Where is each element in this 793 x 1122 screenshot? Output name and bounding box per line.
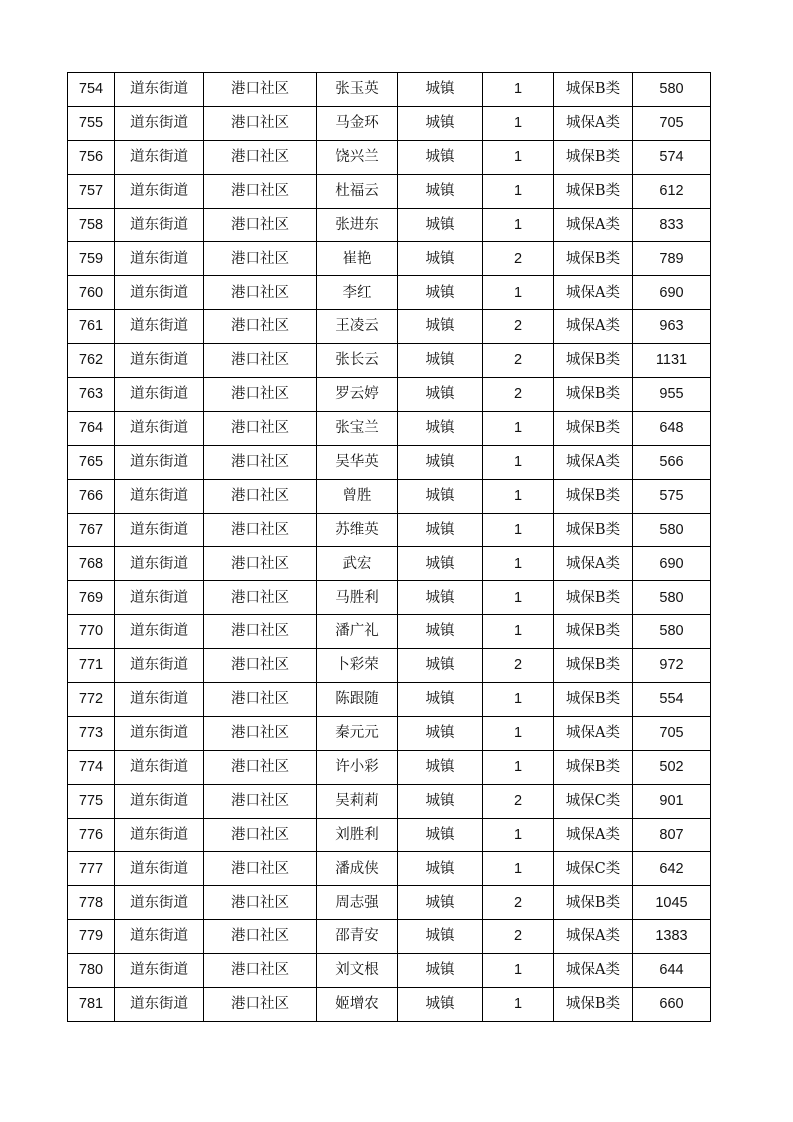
insurance-class-cell: 城保B类 (554, 174, 633, 208)
community-cell: 港口社区 (204, 73, 317, 107)
insurance-class-cell: 城保A类 (554, 818, 633, 852)
household-size-cell: 1 (483, 750, 554, 784)
row-number-cell: 767 (68, 513, 115, 547)
amount-cell: 901 (633, 784, 711, 818)
community-cell: 港口社区 (204, 310, 317, 344)
area-type-cell: 城镇 (398, 140, 483, 174)
area-type-cell: 城镇 (398, 513, 483, 547)
table-row (68, 140, 711, 174)
amount-cell: 690 (633, 547, 711, 581)
row-number-cell: 760 (68, 276, 115, 310)
table-row (68, 479, 711, 513)
household-size-cell: 1 (483, 73, 554, 107)
table-row (68, 378, 711, 412)
household-size-cell: 2 (483, 378, 554, 412)
insurance-class-cell: 城保B类 (554, 344, 633, 378)
name-cell: 张宝兰 (317, 411, 398, 445)
name-cell: 张长云 (317, 344, 398, 378)
name-cell: 周志强 (317, 886, 398, 920)
insurance-class-cell: 城保B类 (554, 242, 633, 276)
table-row (68, 920, 711, 954)
insurance-class-cell: 城保A类 (554, 445, 633, 479)
table-row (68, 886, 711, 920)
community-cell: 港口社区 (204, 411, 317, 445)
insurance-class-cell: 城保B类 (554, 479, 633, 513)
household-size-cell: 1 (483, 716, 554, 750)
household-size-cell: 1 (483, 140, 554, 174)
insurance-class-cell: 城保B类 (554, 140, 633, 174)
table-row (68, 445, 711, 479)
name-cell: 罗云婷 (317, 378, 398, 412)
area-type-cell: 城镇 (398, 886, 483, 920)
name-cell: 苏维英 (317, 513, 398, 547)
name-cell: 姬增农 (317, 988, 398, 1022)
street-cell: 道东街道 (115, 479, 204, 513)
community-cell: 港口社区 (204, 852, 317, 886)
community-cell: 港口社区 (204, 174, 317, 208)
household-size-cell: 2 (483, 242, 554, 276)
name-cell: 秦元元 (317, 716, 398, 750)
community-cell: 港口社区 (204, 479, 317, 513)
area-type-cell: 城镇 (398, 344, 483, 378)
name-cell: 潘广礼 (317, 615, 398, 649)
insurance-class-cell: 城保B类 (554, 73, 633, 107)
street-cell: 道东街道 (115, 920, 204, 954)
row-number-cell: 758 (68, 208, 115, 242)
table-row (68, 581, 711, 615)
table-row (68, 954, 711, 988)
row-number-cell: 772 (68, 683, 115, 717)
row-number-cell: 771 (68, 649, 115, 683)
community-cell: 港口社区 (204, 818, 317, 852)
amount-cell: 580 (633, 615, 711, 649)
insurance-class-cell: 城保A类 (554, 310, 633, 344)
household-size-cell: 1 (483, 411, 554, 445)
street-cell: 道东街道 (115, 954, 204, 988)
area-type-cell: 城镇 (398, 276, 483, 310)
area-type-cell: 城镇 (398, 784, 483, 818)
name-cell: 曾胜 (317, 479, 398, 513)
street-cell: 道东街道 (115, 242, 204, 276)
table-row (68, 547, 711, 581)
table-row (68, 310, 711, 344)
household-size-cell: 1 (483, 276, 554, 310)
row-number-cell: 779 (68, 920, 115, 954)
household-size-cell: 1 (483, 106, 554, 140)
table-row (68, 411, 711, 445)
community-cell: 港口社区 (204, 683, 317, 717)
household-size-cell: 1 (483, 445, 554, 479)
street-cell: 道东街道 (115, 73, 204, 107)
name-cell: 刘胜利 (317, 818, 398, 852)
community-cell: 港口社区 (204, 716, 317, 750)
amount-cell: 807 (633, 818, 711, 852)
amount-cell: 660 (633, 988, 711, 1022)
table-row (68, 73, 711, 107)
table-row (68, 649, 711, 683)
community-cell: 港口社区 (204, 581, 317, 615)
amount-cell: 833 (633, 208, 711, 242)
name-cell: 张进东 (317, 208, 398, 242)
area-type-cell: 城镇 (398, 547, 483, 581)
insurance-class-cell: 城保C类 (554, 784, 633, 818)
table-row (68, 106, 711, 140)
community-cell: 港口社区 (204, 954, 317, 988)
community-cell: 港口社区 (204, 615, 317, 649)
street-cell: 道东街道 (115, 547, 204, 581)
area-type-cell: 城镇 (398, 581, 483, 615)
amount-cell: 705 (633, 106, 711, 140)
street-cell: 道东街道 (115, 106, 204, 140)
name-cell: 杜福云 (317, 174, 398, 208)
amount-cell: 963 (633, 310, 711, 344)
community-cell: 港口社区 (204, 242, 317, 276)
street-cell: 道东街道 (115, 750, 204, 784)
row-number-cell: 774 (68, 750, 115, 784)
name-cell: 马金环 (317, 106, 398, 140)
amount-cell: 612 (633, 174, 711, 208)
area-type-cell: 城镇 (398, 750, 483, 784)
insurance-class-cell: 城保B类 (554, 683, 633, 717)
household-size-cell: 2 (483, 886, 554, 920)
community-cell: 港口社区 (204, 445, 317, 479)
area-type-cell: 城镇 (398, 242, 483, 276)
row-number-cell: 759 (68, 242, 115, 276)
amount-cell: 789 (633, 242, 711, 276)
street-cell: 道东街道 (115, 276, 204, 310)
insurance-class-cell: 城保B类 (554, 988, 633, 1022)
street-cell: 道东街道 (115, 683, 204, 717)
amount-cell: 554 (633, 683, 711, 717)
row-number-cell: 763 (68, 378, 115, 412)
street-cell: 道东街道 (115, 886, 204, 920)
name-cell: 许小彩 (317, 750, 398, 784)
community-cell: 港口社区 (204, 988, 317, 1022)
insurance-class-cell: 城保A类 (554, 106, 633, 140)
row-number-cell: 765 (68, 445, 115, 479)
name-cell: 卜彩荣 (317, 649, 398, 683)
table-row (68, 276, 711, 310)
insurance-class-cell: 城保C类 (554, 852, 633, 886)
row-number-cell: 754 (68, 73, 115, 107)
amount-cell: 644 (633, 954, 711, 988)
street-cell: 道东街道 (115, 378, 204, 412)
amount-cell: 642 (633, 852, 711, 886)
table-body (68, 73, 711, 1022)
insurance-class-cell: 城保A类 (554, 208, 633, 242)
community-cell: 港口社区 (204, 886, 317, 920)
household-size-cell: 1 (483, 852, 554, 886)
amount-cell: 972 (633, 649, 711, 683)
household-size-cell: 2 (483, 920, 554, 954)
area-type-cell: 城镇 (398, 716, 483, 750)
amount-cell: 580 (633, 73, 711, 107)
amount-cell: 690 (633, 276, 711, 310)
insurance-class-cell: 城保A类 (554, 954, 633, 988)
insurance-class-cell: 城保B类 (554, 513, 633, 547)
community-cell: 港口社区 (204, 140, 317, 174)
name-cell: 陈跟随 (317, 683, 398, 717)
insurance-class-cell: 城保B类 (554, 750, 633, 784)
insurance-class-cell: 城保B类 (554, 411, 633, 445)
table-row (68, 513, 711, 547)
household-size-cell: 1 (483, 513, 554, 547)
area-type-cell: 城镇 (398, 174, 483, 208)
area-type-cell: 城镇 (398, 106, 483, 140)
area-type-cell: 城镇 (398, 920, 483, 954)
row-number-cell: 762 (68, 344, 115, 378)
area-type-cell: 城镇 (398, 73, 483, 107)
household-size-cell: 1 (483, 954, 554, 988)
street-cell: 道东街道 (115, 174, 204, 208)
insurance-class-cell: 城保A类 (554, 547, 633, 581)
name-cell: 潘成侠 (317, 852, 398, 886)
community-cell: 港口社区 (204, 106, 317, 140)
row-number-cell: 757 (68, 174, 115, 208)
community-cell: 港口社区 (204, 649, 317, 683)
area-type-cell: 城镇 (398, 378, 483, 412)
row-number-cell: 755 (68, 106, 115, 140)
area-type-cell: 城镇 (398, 445, 483, 479)
insurance-class-cell: 城保A类 (554, 276, 633, 310)
area-type-cell: 城镇 (398, 988, 483, 1022)
household-size-cell: 2 (483, 784, 554, 818)
household-size-cell: 2 (483, 649, 554, 683)
amount-cell: 1045 (633, 886, 711, 920)
community-cell: 港口社区 (204, 920, 317, 954)
insurance-class-cell: 城保B类 (554, 581, 633, 615)
table-row (68, 242, 711, 276)
name-cell: 武宏 (317, 547, 398, 581)
insurance-class-cell: 城保A类 (554, 716, 633, 750)
amount-cell: 1131 (633, 344, 711, 378)
amount-cell: 566 (633, 445, 711, 479)
row-number-cell: 775 (68, 784, 115, 818)
row-number-cell: 780 (68, 954, 115, 988)
name-cell: 马胜利 (317, 581, 398, 615)
row-number-cell: 764 (68, 411, 115, 445)
table-row (68, 174, 711, 208)
area-type-cell: 城镇 (398, 479, 483, 513)
street-cell: 道东街道 (115, 784, 204, 818)
row-number-cell: 756 (68, 140, 115, 174)
household-size-cell: 1 (483, 479, 554, 513)
insurance-class-cell: 城保A类 (554, 920, 633, 954)
row-number-cell: 761 (68, 310, 115, 344)
street-cell: 道东街道 (115, 716, 204, 750)
table-row (68, 344, 711, 378)
name-cell: 吴莉莉 (317, 784, 398, 818)
street-cell: 道东街道 (115, 310, 204, 344)
table-row (68, 716, 711, 750)
amount-cell: 580 (633, 581, 711, 615)
table-row (68, 615, 711, 649)
household-size-cell: 1 (483, 208, 554, 242)
amount-cell: 955 (633, 378, 711, 412)
name-cell: 邵青安 (317, 920, 398, 954)
amount-cell: 580 (633, 513, 711, 547)
name-cell: 李红 (317, 276, 398, 310)
amount-cell: 574 (633, 140, 711, 174)
row-number-cell: 773 (68, 716, 115, 750)
insurance-class-cell: 城保B类 (554, 886, 633, 920)
amount-cell: 648 (633, 411, 711, 445)
insurance-class-cell: 城保B类 (554, 615, 633, 649)
street-cell: 道东街道 (115, 615, 204, 649)
community-cell: 港口社区 (204, 547, 317, 581)
household-size-cell: 2 (483, 344, 554, 378)
street-cell: 道东街道 (115, 445, 204, 479)
table-row (68, 750, 711, 784)
area-type-cell: 城镇 (398, 649, 483, 683)
row-number-cell: 777 (68, 852, 115, 886)
street-cell: 道东街道 (115, 581, 204, 615)
household-size-cell: 1 (483, 818, 554, 852)
area-type-cell: 城镇 (398, 954, 483, 988)
community-cell: 港口社区 (204, 750, 317, 784)
street-cell: 道东街道 (115, 852, 204, 886)
community-cell: 港口社区 (204, 378, 317, 412)
name-cell: 崔艳 (317, 242, 398, 276)
community-cell: 港口社区 (204, 344, 317, 378)
community-cell: 港口社区 (204, 276, 317, 310)
street-cell: 道东街道 (115, 140, 204, 174)
amount-cell: 502 (633, 750, 711, 784)
table-row (68, 852, 711, 886)
name-cell: 刘文根 (317, 954, 398, 988)
table-row (68, 988, 711, 1022)
area-type-cell: 城镇 (398, 615, 483, 649)
row-number-cell: 770 (68, 615, 115, 649)
area-type-cell: 城镇 (398, 411, 483, 445)
household-size-cell: 2 (483, 310, 554, 344)
household-size-cell: 1 (483, 615, 554, 649)
row-number-cell: 769 (68, 581, 115, 615)
community-cell: 港口社区 (204, 513, 317, 547)
row-number-cell: 776 (68, 818, 115, 852)
street-cell: 道东街道 (115, 649, 204, 683)
street-cell: 道东街道 (115, 411, 204, 445)
street-cell: 道东街道 (115, 513, 204, 547)
street-cell: 道东街道 (115, 344, 204, 378)
household-size-cell: 1 (483, 988, 554, 1022)
household-size-cell: 1 (483, 174, 554, 208)
household-size-cell: 1 (483, 683, 554, 717)
amount-cell: 705 (633, 716, 711, 750)
table-row (68, 683, 711, 717)
area-type-cell: 城镇 (398, 683, 483, 717)
table-row (68, 208, 711, 242)
row-number-cell: 768 (68, 547, 115, 581)
records-table (67, 72, 711, 1022)
area-type-cell: 城镇 (398, 852, 483, 886)
insurance-class-cell: 城保B类 (554, 649, 633, 683)
name-cell: 饶兴兰 (317, 140, 398, 174)
row-number-cell: 766 (68, 479, 115, 513)
area-type-cell: 城镇 (398, 208, 483, 242)
street-cell: 道东街道 (115, 818, 204, 852)
table-row (68, 784, 711, 818)
community-cell: 港口社区 (204, 208, 317, 242)
table-row (68, 818, 711, 852)
name-cell: 吴华英 (317, 445, 398, 479)
household-size-cell: 1 (483, 547, 554, 581)
street-cell: 道东街道 (115, 208, 204, 242)
name-cell: 张玉英 (317, 73, 398, 107)
area-type-cell: 城镇 (398, 818, 483, 852)
community-cell: 港口社区 (204, 784, 317, 818)
amount-cell: 575 (633, 479, 711, 513)
name-cell: 王凌云 (317, 310, 398, 344)
row-number-cell: 781 (68, 988, 115, 1022)
row-number-cell: 778 (68, 886, 115, 920)
amount-cell: 1383 (633, 920, 711, 954)
street-cell: 道东街道 (115, 988, 204, 1022)
area-type-cell: 城镇 (398, 310, 483, 344)
household-size-cell: 1 (483, 581, 554, 615)
insurance-class-cell: 城保B类 (554, 378, 633, 412)
